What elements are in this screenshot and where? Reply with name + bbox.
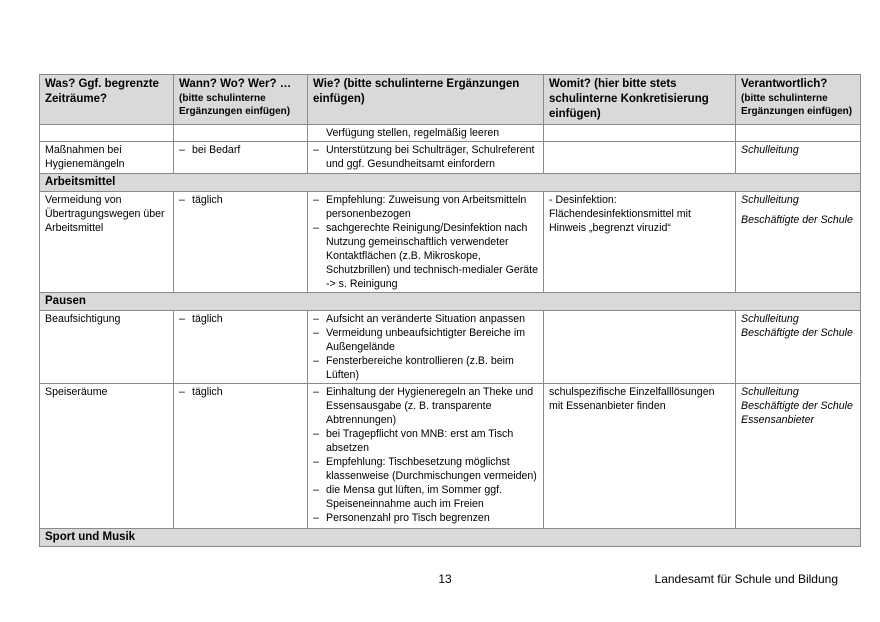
header-responsible: Verantwortlich? (bitte schulinterne Ergänzungen einfügen): [736, 75, 861, 125]
row-label: Vermeidung von Übertragungswegen über Arbeitsmittel: [40, 192, 174, 293]
list-item: – bei Bedarf: [179, 143, 302, 157]
list-item: – täglich: [179, 312, 302, 326]
header-when: Wann? Wo? Wer? … (bitte schulinterne Ergänzungen einfügen): [174, 75, 308, 125]
responsible: Schulleitung: [736, 142, 861, 174]
list-item: – Vermeidung unbeaufsichtigter Bereiche im Außengelände: [313, 326, 538, 354]
table-row-speiseraeume: [40, 384, 861, 529]
header-with: Womit? (hier bitte stets schulinterne Konkretisierung einfügen): [544, 75, 736, 125]
row-label: Maßnahmen bei Hygienemängeln: [40, 142, 174, 174]
list-item: – Personenzahl pro Tisch begrenzen: [313, 511, 538, 525]
responsible: Schulleitung: [741, 313, 799, 325]
row-label: Beaufsichtigung: [40, 311, 174, 384]
responsible: Schulleitung: [741, 194, 799, 206]
table-row-aufsicht: [40, 311, 861, 384]
list-item: – Einhaltung der Hygieneregeln an Theke und Essensausgabe (z. B. transparente Abtrennungen): [313, 385, 538, 427]
hygiene-plan-table: [39, 74, 861, 547]
list-item: – täglich: [179, 385, 302, 399]
section-row-arbeitsmittel: [40, 174, 861, 192]
list-item: – Empfehlung: Zuweisung von Arbeitsmitteln personenbezogen: [313, 193, 538, 221]
section-row-pausen: [40, 293, 861, 311]
responsible: Essensanbieter: [741, 414, 815, 426]
responsible: Beschäftigte der Schule: [741, 327, 853, 339]
responsible: Beschäftigte der Schule: [741, 400, 853, 412]
responsible: Beschäftigte der Schule: [741, 214, 853, 226]
list-item: – die Mensa gut lüften, im Sommer ggf. Speiseneinnahme auch im Freien: [313, 483, 538, 511]
section-title: Sport und Musik: [40, 529, 861, 547]
responsible: Schulleitung: [741, 386, 799, 398]
section-row-sport: [40, 529, 861, 547]
list-item: – Fensterbereiche kontrollieren (z.B. beim Lüften): [313, 354, 538, 382]
list-item: – Aufsicht an veränderte Situation anpassen: [313, 312, 538, 326]
continuation-text: Verfügung stellen, regelmäßig leeren: [308, 125, 544, 142]
with-text: schulspezifische Einzelfalllösungen mit Essenanbieter finden: [544, 384, 736, 529]
with-text: - Desinfektion: Flächendesinfektionsmittel mit Hinweis „begrenzt viruzid“: [544, 192, 736, 293]
table-row-arbeitsmittel: [40, 192, 861, 293]
list-item: – täglich: [179, 193, 302, 207]
list-item: – bei Tragepflicht von MNB: erst am Tisch absetzen: [313, 427, 538, 455]
header-how: Wie? (bitte schulinterne Ergänzungen einfügen): [308, 75, 544, 125]
list-item: – sachgerechte Reinigung/Desinfektion nach Nutzung gemeinschaftlich verwendeter Kontaktflächen (z.B. Mikroskope, Schutzbrillen) und technisch-medialer Geräte -> s. Reinigung: [313, 221, 538, 291]
table-row-continuation: [40, 125, 861, 142]
list-item: – Empfehlung: Tischbesetzung möglichst klassenweise (Durchmischungen vermeiden): [313, 455, 538, 483]
row-label: Speiseräume: [40, 384, 174, 529]
footer-organization: Landesamt für Schule und Bildung: [654, 572, 838, 586]
header-what: Was? Ggf. begrenzte Zeiträume?: [40, 75, 174, 125]
table-row-hygiene: [40, 142, 861, 174]
page-number: 13: [438, 572, 452, 586]
table-header-row: [40, 75, 861, 125]
section-title: Pausen: [40, 293, 861, 311]
list-item: – Unterstützung bei Schulträger, Schulreferent und ggf. Gesundheitsamt einfordern: [313, 143, 538, 171]
section-title: Arbeitsmittel: [40, 174, 861, 192]
